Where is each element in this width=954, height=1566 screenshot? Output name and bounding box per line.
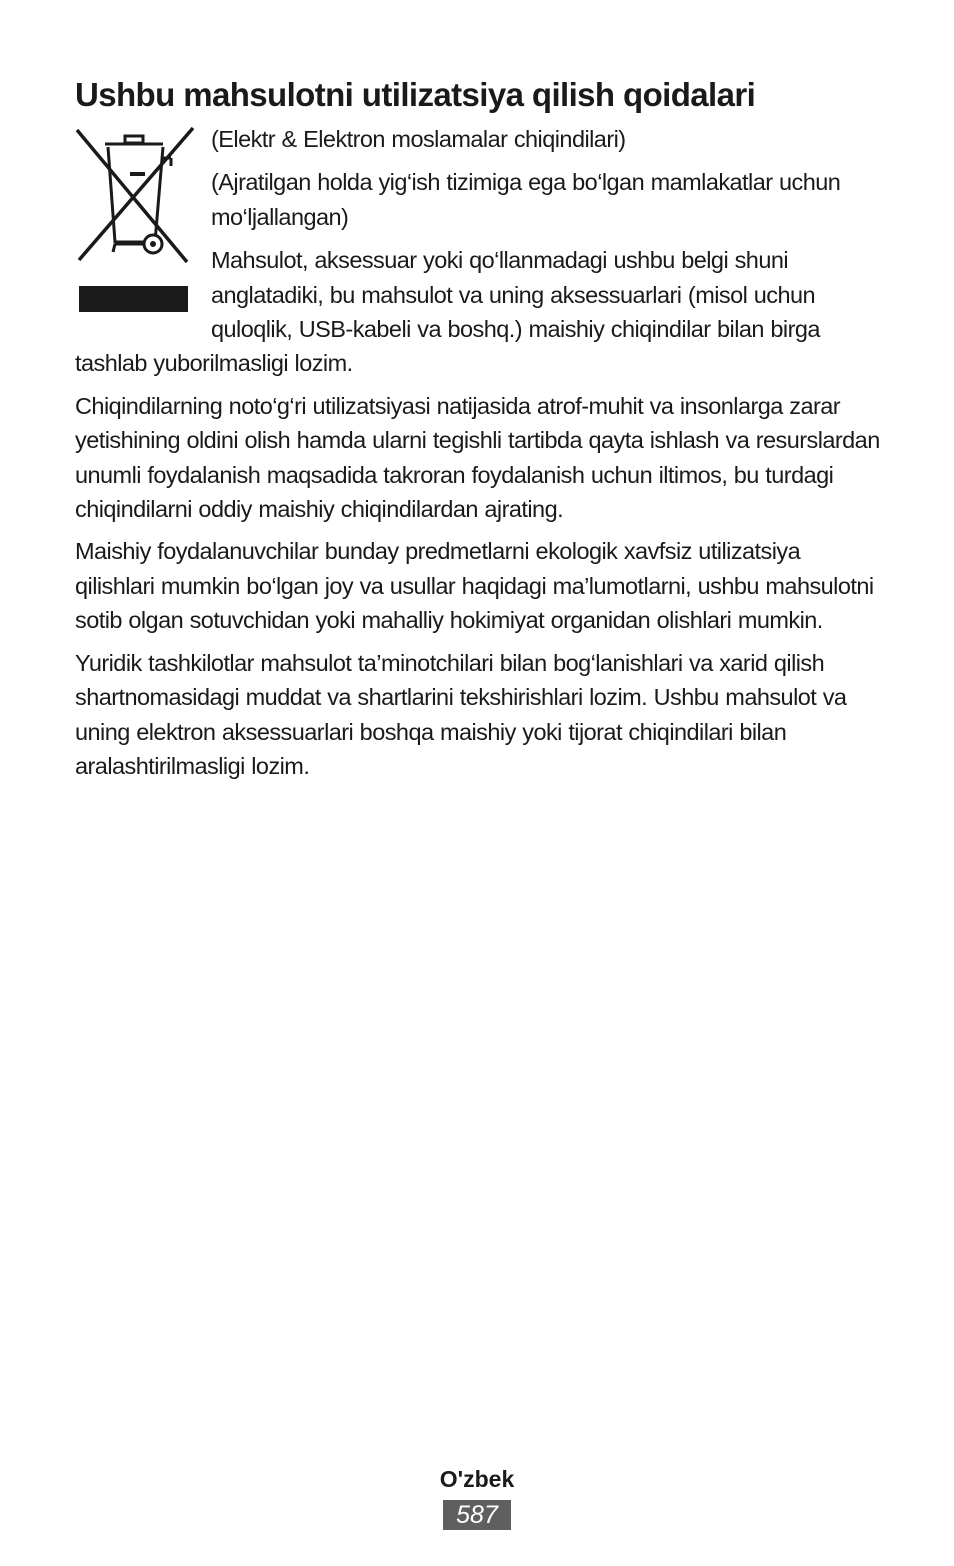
paragraph-symbol-meaning: Mahsulot, aksessuar yoki qo‘llanmadagi ushbu belgi shuni anglatadiki, bu mahsulot va uning aksessuarlari (misol uchun quloqlik, USB-kabeli va boshq.) maishiy chiqindilar bilan birga tashlab yuborilmasligi lozim. [75,247,820,377]
paragraph-separate-waste: Chiqindilarning noto‘g‘ri utilizatsiyasi natijasida atrof-muhit va insonlarga zarar yetishining oldini olish hamda ularni tegishli tartibda qayta ishlash va resurslardan unumli foydalanish maqsadida takroran foydalanish uchun iltimos, bu turdagi chiqindilarni oddiy maishiy chiqindilardan ajrating. [75,392,880,523]
paragraph-weee-title: (Elektr & Elektron moslamalar chiqindilari) [211,126,626,152]
page-number: 587 [443,1500,511,1530]
paragraph-weee-scope: (Ajratilgan holda yig‘ish tizimiga ega bo‘lgan mamlakatlar uchun mo‘ljallangan) [211,169,841,230]
page-footer [0,1462,954,1530]
paragraph-household-users: Maishiy foydalanuvchilar bunday predmetlarni ekologik xavfsiz utilizatsiya qilishlari mumkin bo‘lgan joy va usullar haqidagi ma’lumotlarni, ushbu mahsulotni sotib olgan sotuvchidan yoki mahalliy hokimiyat organidan olishlari mumkin. [75,538,874,634]
footer-language: O'zbek [439,1466,515,1492]
page-title: Ushbu mahsulotni utilizatsiya qilish qoidalari [75,76,756,113]
weee-black-bar [79,286,188,312]
page-content [75,72,880,783]
weee-block [75,122,880,389]
weee-symbol [75,124,195,316]
paragraph-business-users: Yuridik tashkilotlar mahsulot ta’minotchilari bilan bog‘lanishlari va xarid qilish shartnomasidagi muddat va shartlarini tekshirishlari lozim. Ushbu mahsulot va uning elektron aksessuarlari boshqa maishiy yoki tijorat chiqindilari bilan aralashtirilmasligi lozim. [75,649,847,779]
crossed-out-wheeled-bin-icon [75,124,195,284]
